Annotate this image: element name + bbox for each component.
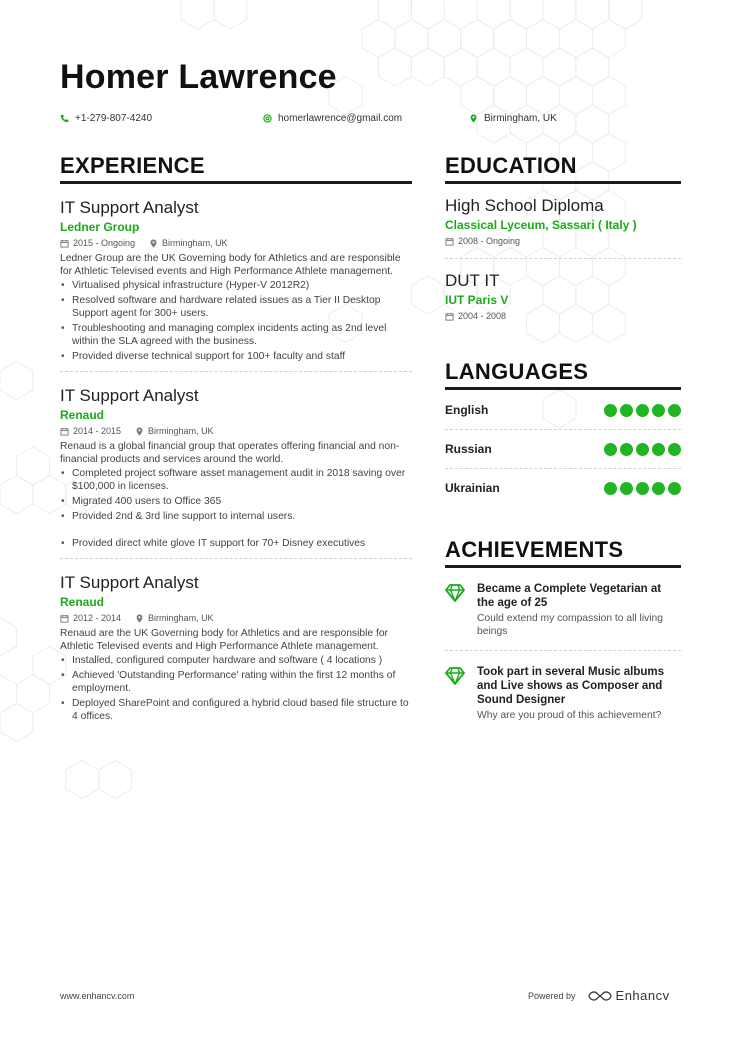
- education-dates: 2004 - 2008: [458, 311, 507, 321]
- candidate-name: Homer Lawrence: [60, 58, 337, 96]
- powered-by-label: Powered by: [528, 990, 576, 1001]
- achievement-description: Could extend my compassion to all living beings: [477, 613, 664, 637]
- bullet-item: • Provided 2nd & 3rd line support to internal users.: [72, 510, 412, 523]
- proficiency-dot: [668, 404, 681, 417]
- job-dates: 2015 - Ongoing: [73, 238, 136, 248]
- brand-name: Enhancv: [615, 988, 670, 1003]
- right-column: [445, 153, 681, 734]
- bullet-item: • Provided direct white glove IT support for 70+ Disney executives: [72, 537, 412, 550]
- job-location: Birmingham, UK: [148, 426, 214, 436]
- language-name: Russian: [445, 442, 492, 456]
- experience-entry: [60, 184, 412, 372]
- proficiency-dots: [604, 482, 681, 495]
- bullet-item: • Troubleshooting and managing complex incidents acting as 2nd level within the SLA agreed with the business.: [72, 322, 412, 348]
- calendar-icon: [60, 427, 69, 436]
- bullet-item: • Resolved software and hardware related issues as a Tier II Desktop Support agent for 300+ users.: [72, 294, 412, 320]
- proficiency-dot: [604, 404, 617, 417]
- job-description: Renaud is a global financial group that operates offering financial and non-financial products and services around the world.: [60, 441, 400, 465]
- degree-title: High School Diploma: [445, 196, 604, 215]
- footer-website-link[interactable]: www.enhancv.com: [60, 991, 135, 1001]
- job-dates: 2012 - 2014: [73, 613, 122, 623]
- achievement-item: [445, 568, 681, 650]
- proficiency-dot: [636, 404, 649, 417]
- job-bullets: [60, 279, 412, 363]
- school-name: IUT Paris V: [445, 293, 509, 307]
- proficiency-dot: [652, 404, 665, 417]
- diamond-icon: [445, 584, 465, 602]
- achievements-list: [445, 568, 681, 734]
- proficiency-dot: [636, 482, 649, 495]
- phone-number: +1-279-807-4240: [75, 113, 153, 124]
- at-sign-icon: [263, 114, 272, 123]
- map-pin-icon: [149, 239, 158, 248]
- language-name: English: [445, 403, 489, 417]
- language-row: [445, 391, 681, 430]
- proficiency-dot: [668, 482, 681, 495]
- company-name: Renaud: [60, 595, 105, 609]
- email-address: homerlawrence@gmail.com: [278, 113, 403, 124]
- language-name: Ukrainian: [445, 481, 500, 495]
- education-meta: [445, 234, 681, 248]
- proficiency-dots: [604, 443, 681, 456]
- proficiency-dots: [604, 404, 681, 417]
- contact-email[interactable]: [263, 113, 402, 124]
- proficiency-dot: [652, 443, 665, 456]
- experience-heading: EXPERIENCE: [60, 153, 412, 184]
- job-location: Birmingham, UK: [148, 613, 214, 623]
- job-meta: [60, 611, 412, 625]
- bullet-item: • Achieved 'Outstanding Performance' rating within the first 12 months of employment.: [72, 669, 412, 695]
- education-entry: [445, 184, 681, 259]
- company-name: Renaud: [60, 408, 105, 422]
- map-pin-icon: [135, 614, 144, 623]
- languages-heading: LANGUAGES: [445, 359, 681, 390]
- bullet-item: • Deployed SharePoint and configured a hybrid cloud based file structure to 4 offices.: [72, 697, 412, 723]
- footer-branding: [528, 988, 670, 1003]
- proficiency-dot: [636, 443, 649, 456]
- job-bullets: [60, 467, 412, 550]
- proficiency-dot: [620, 404, 633, 417]
- job-meta: [60, 236, 412, 250]
- map-pin-icon: [135, 427, 144, 436]
- languages-list: [445, 390, 681, 507]
- calendar-icon: [445, 312, 454, 321]
- calendar-icon: [60, 614, 69, 623]
- education-meta: [445, 309, 681, 323]
- proficiency-dot: [620, 443, 633, 456]
- proficiency-dot: [604, 443, 617, 456]
- calendar-icon: [445, 237, 454, 246]
- experience-entry: [60, 372, 412, 559]
- language-row: [445, 469, 681, 507]
- job-location: Birmingham, UK: [162, 238, 228, 248]
- location-text: Birmingham, UK: [484, 113, 557, 124]
- infinity-logo-icon: [588, 990, 612, 1002]
- achievement-title: Took part in several Music albums and Live shows as Composer and Sound Designer: [477, 666, 665, 706]
- degree-title: DUT IT: [445, 271, 500, 290]
- brand-logo[interactable]: [588, 988, 670, 1003]
- proficiency-dot: [604, 482, 617, 495]
- job-title: IT Support Analyst: [60, 198, 199, 217]
- job-title: IT Support Analyst: [60, 573, 199, 592]
- bullet-item: • Completed project software asset management audit in 2018 saving over $100,000 in licenses.: [72, 467, 412, 493]
- company-name: Ledner Group: [60, 220, 140, 234]
- contact-location: [469, 113, 557, 124]
- bullet-item: • Installed, configured computer hardware and software ( 4 locations ): [72, 654, 412, 667]
- job-description: Renaud are the UK Governing body for Athletics and are responsible for Athletic Televised events and High Performance Athlete management.: [60, 628, 388, 652]
- job-bullets: [60, 654, 412, 723]
- education-heading: EDUCATION: [445, 153, 681, 184]
- bullet-item: • Provided diverse technical support for 100+ faculty and staff: [72, 350, 412, 363]
- achievements-heading: ACHIEVEMENTS: [445, 537, 681, 568]
- job-description: Ledner Group are the UK Governing body for Athletics and are responsible for Athletic Televised events and High Performance Athlete management.: [60, 253, 401, 277]
- education-entry: [445, 259, 681, 323]
- experience-entry: [60, 559, 412, 723]
- job-meta: [60, 424, 412, 438]
- map-pin-icon: [469, 114, 478, 123]
- proficiency-dot: [652, 482, 665, 495]
- proficiency-dot: [668, 443, 681, 456]
- school-name: Classical Lyceum, Sassari ( Italy ): [445, 218, 637, 232]
- phone-icon: [60, 114, 69, 123]
- language-row: [445, 430, 681, 469]
- job-dates: 2014 - 2015: [73, 426, 122, 436]
- proficiency-dot: [620, 482, 633, 495]
- job-title: IT Support Analyst: [60, 386, 199, 405]
- contact-bar: [60, 113, 680, 129]
- achievement-item: [445, 650, 681, 734]
- left-column: [60, 153, 412, 725]
- calendar-icon: [60, 239, 69, 248]
- diamond-icon: [445, 667, 465, 685]
- contact-phone[interactable]: [60, 113, 152, 124]
- education-dates: 2008 - Ongoing: [458, 236, 521, 246]
- achievement-description: Why are you proud of this achievement?: [477, 710, 662, 721]
- achievement-title: Became a Complete Vegetarian at the age of 25: [477, 583, 662, 609]
- bullet-item: • Migrated 400 users to Office 365: [72, 495, 412, 508]
- bullet-item: • Virtualised physical infrastructure (Hyper-V 2012R2): [72, 279, 412, 292]
